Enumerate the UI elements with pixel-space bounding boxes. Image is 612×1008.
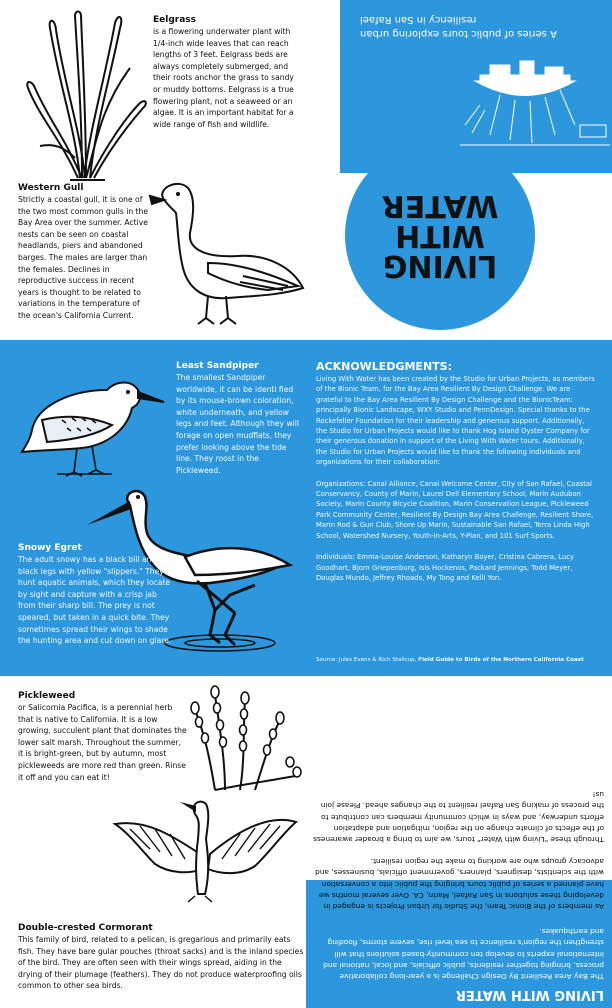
acknowledgments-organizations: Organizations: Canal Alliance, Canal Welcome Center, City of San Rafael, Coastal Conservancy, County of Marin, Laurel Dell Elementary School, Marin Audubon Society, Marin County Bicycle Coalition, Marin Conservation League, Pickleweed Park Community Center, Resilient By Design Bay Area Challenge, Resilient Shore, Marin Rod & Gun Club, Shore Up Marin, Sustainable San Rafael, Terra Linda High School, Watershed Nursery, Youth-In-Arts, Y-Plan, and 101 Surf Sports. (316, 479, 594, 540)
panel-bottom (0, 676, 612, 1008)
egret-text (18, 542, 176, 647)
cormorant-body: This family of bird, related to a pelican, is gregarious and primarily eats fish. They have bare gular pouches (throat sacks) and is the inland species of the bird. They are often seen with their wings spread, aiding in the drying of their plumage (feathers). They do not produce waterproofing oils common to other sea birds. (18, 935, 304, 991)
sandpiper-text (176, 360, 304, 476)
cover-title (375, 188, 505, 283)
intro-title: LIVING WITH WATER (455, 987, 604, 1002)
source-credit (316, 656, 606, 664)
island-illustration (460, 55, 610, 150)
sandpiper-body: The smallest Sandpiper worldwide, it can be identi fied by its mouse-brown coloration, white underneath, and yellow legs and feet. Although they will forage on open mudflats, they prefer looking above the tide line. They roost in the Pickleweed. (176, 373, 300, 475)
cormorant-title: Double-crested Cormorant (18, 923, 153, 933)
intro-section (312, 686, 604, 1002)
intro-paragraph-3: Through these "Living with Water" tours, we aim to bring a broader awareness of the effects of climate change on the region, mitigation and adaptation efforts underway, and ways in which community members can contribute to the process of making San Rafael resilient to the changes ahead. Please join us! (313, 790, 604, 844)
egret-title: Snowy Egret (18, 543, 82, 553)
acknowledgments-paragraph-1: Living With Water has been created by the Studio for Urban Projects, as members of the Bionic Team, for the Bay Area Resilient By Design Challenge. We are grateful to the Bay Area Resilient By Design Challenge and the BionicTeam: principally Bionic Landscape, WXY Studio and PennDesign. Special thanks to the Rockefeller Foundation for their leadership and generous support. Additionally, the Studio for Urban Projects would like to thank Hog Island Oyster Company for their generous donation in support of the Living With Water tours. Additionally, the Studio for Urban Projects would like to thank the following individuals and organizations for their collaboration: (316, 375, 595, 467)
eelgrass-body: is a flowering underwater plant with 1/4-inch wide leaves that can reach lengths of 3 feet. Eelgrass beds are always completely submerged, and their roots anchor the grass to sandy or muddy bottoms. Eelgrass is a true flowering plant, not a seaweed or an algae. It is an important habitat for a wide range of fish and wildlife. (153, 27, 294, 129)
pickleweed-text (18, 690, 188, 783)
intro-paragraph-1: The Bay Area Resilient By Design Challenge is a year-long collaborative process, bringing together residents, public officials, and local, national and international experts to develop ten community-based solutions that will strengthen the region's resilience to sea level rise, severe storms, flooding and earthquakes. (323, 927, 604, 981)
source-credit-prefix: Source: Jules Evens & Rich Stallcup, (316, 657, 417, 663)
eelgrass-text (153, 14, 303, 130)
source-credit-title: Field Guide to Birds of the Northern California Coast (418, 657, 584, 663)
cover-circle (340, 0, 612, 340)
panel-middle (0, 340, 612, 676)
intro-paragraph-2: As members of the Bionic Team, the Studio for Urban Projects is engaged in developing these solutions in San Rafael, Marin, CA. Over several months we have planned a series of public tours bringing the public into a conversation with the scientists, designers, planners, government officials, businesses, and advocacy groups who are working to make the region resilient. (315, 857, 604, 911)
acknowledgments-individuals: Individuals: Emma-Louise Anderson, Katharyn Boyer, Cristina Cabrera, Lucy Goodhart, Bjorn Griepenburg, Isis Hockenos, Packard Jennings, Todd Meyer, Douglas Mundo, Jeffrey Rhoads, My Tong and Kelli Yon. (316, 553, 575, 582)
cover-title-line-3: WATER (381, 188, 499, 223)
acknowledgments-title: ACKNOWLEDGMENTS: (316, 360, 452, 373)
cover-tagline: A series of public tours exploring urban resiliency in San Rafael (360, 14, 557, 39)
cormorant-illustration (110, 794, 300, 904)
cormorant-text (18, 922, 308, 992)
gull-text (18, 182, 154, 322)
egret-body: The adult snowy has a black bill and black legs with yellow "slippers." They hunt aquatic animals, which they locate by sight and capture with a crisp jab from their sharp bill. The prey is not speared, but taken in a quick bite. They sometimes spread their wings to shade the hunting area and cut down on glare. (18, 555, 172, 646)
gull-title: Western Gull (18, 183, 84, 193)
sandpiper-title: Least Sandpiper (176, 361, 259, 371)
pickleweed-body: or Salicornia Pacifica, is a perennial herb that is native to California. It is a low growing, succulent plant that dominates the lower salt marsh. Throughout the summer, it is bright-green, but by autumn, most pickleweeds are more red than green. Rinse it off and you can eat it! (18, 703, 187, 782)
panel-top (0, 0, 612, 340)
pickleweed-title: Pickleweed (18, 691, 76, 701)
eelgrass-title: Eelgrass (153, 15, 197, 25)
eelgrass-illustration (20, 8, 150, 183)
cover-title-line-2: WITH (395, 218, 485, 253)
pickleweed-illustration (185, 680, 305, 800)
gull-body: Strictly a coastal gull, it is one of the two most common gulls in the Bay Area over the summer. Active nests can be seen on coastal headlands, piers and abandoned barges. The males are larger than the females. Declines in reproductive success in recent years is thought to be related to variations in the temperature of the ocean's California Current. (18, 195, 149, 320)
least-sandpiper-illustration (12, 360, 172, 480)
acknowledgments-section (316, 360, 596, 583)
western-gull-illustration (148, 178, 308, 328)
cover-title-line-1: LIVING (382, 248, 498, 283)
